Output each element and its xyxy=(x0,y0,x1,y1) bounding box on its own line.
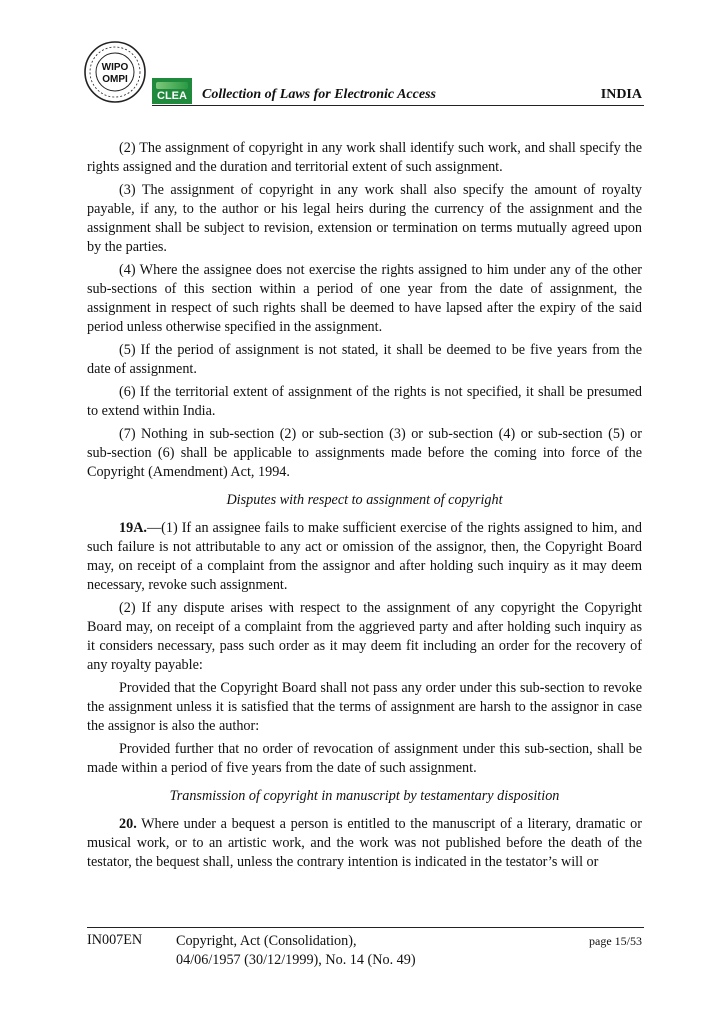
footer-page-number: page 15/53 xyxy=(589,934,642,948)
paragraph-7: (7) Nothing in sub-section (2) or sub-section (3) or sub-section (4) or sub-section (5) or sub-section (6) shall be applicable to assignments made before the coming into force of the Copyright (Amendment) Act, 1994. xyxy=(87,426,642,480)
section-19a-2: (2) If any dispute arises with respect to the assignment of any copyright the Copyright Board may, on receipt of a complaint from the aggrieved party and after holding such inquiry as it considers necessary, pass such order as it may deem fit including an order for the recovery of any royalty payable: xyxy=(87,600,642,673)
document-body xyxy=(87,139,642,876)
clea-logo-text: CLEA xyxy=(157,90,187,102)
section-heading-19a: Disputes with respect to assignment of copyright xyxy=(226,492,503,508)
paragraph-6: (6) If the territorial extent of assignment of the rights is not specified, it shall be presumed to extend within India. xyxy=(87,384,642,419)
header-country: INDIA xyxy=(600,87,642,102)
section-19a-number: 19A. xyxy=(119,520,147,536)
section-19a-1 xyxy=(87,519,642,595)
footer-act-line-2: 04/06/1957 (30/12/1999), No. 14 (No. 49) xyxy=(176,952,416,968)
wipo-logo xyxy=(83,40,147,104)
paragraph-5: (5) If the period of assignment is not stated, it shall be deemed to be five years from the date of assignment. xyxy=(87,342,642,377)
section-20 xyxy=(87,815,642,872)
section-20-number: 20. xyxy=(119,816,137,832)
footer-document-code: IN007EN xyxy=(87,932,143,948)
paragraph-3: (3) The assignment of copyright in any work shall also specify the amount of royalty payable, if any, to the author or his legal heirs during the currency of the assignment and the assignment shall be subject to revision, extension or termination on terms mutually agreed upon by the parties. xyxy=(87,182,642,255)
footer-act-citation xyxy=(176,932,416,970)
footer-act-line-1: Copyright, Act (Consolidation), xyxy=(176,933,357,949)
proviso-2: Provided further that no order of revocation of assignment under this sub-section, shall be made within a period of five years from the date of such assignment. xyxy=(87,741,642,776)
header-divider xyxy=(152,105,644,106)
header-title: Collection of Laws for Electronic Access xyxy=(202,87,436,102)
wipo-logo-top-text: WIPO xyxy=(101,62,129,73)
paragraph-2: (2) The assignment of copyright in any work shall identify such work, and shall specify the rights assigned and the duration and territorial extent of such assignment. xyxy=(87,140,642,175)
wipo-logo-bottom-text: OMPI xyxy=(102,74,128,85)
clea-logo xyxy=(152,78,192,104)
paragraph-4: (4) Where the assignee does not exercise the rights assigned to him under any of the other sub-sections of this section within a period of one year from the date of assignment, the assignment in respect of such rights shall be deemed to have lapsed after the expiry of the said period unless otherwise specified in the assignment. xyxy=(87,262,642,335)
section-heading-20: Transmission of copyright in manuscript by testamentary disposition xyxy=(169,788,560,804)
section-19a-1-text: —(1) If an assignee fails to make sufficient exercise of the rights assigned to him, and such failure is not attributable to any act or omission of the assignor, then, the Copyright Board may, on receipt of a complaint from the assignor and after holding such inquiry as it may deem necessary, revoke such assignment. xyxy=(87,520,642,593)
section-20-text: Where under a bequest a person is entitled to the manuscript of a literary, dramatic or musical work, or to an artistic work, and the work was not published before the death of the testator, the bequest shall, unless the contrary intention is indicated in the testator’s will or xyxy=(87,816,642,870)
footer-divider xyxy=(87,927,644,928)
proviso-1: Provided that the Copyright Board shall not pass any order under this sub-section to revoke the assignment unless it is satisfied that the terms of assignment are harsh to the assignor in case the assignor is also the author: xyxy=(87,680,642,734)
